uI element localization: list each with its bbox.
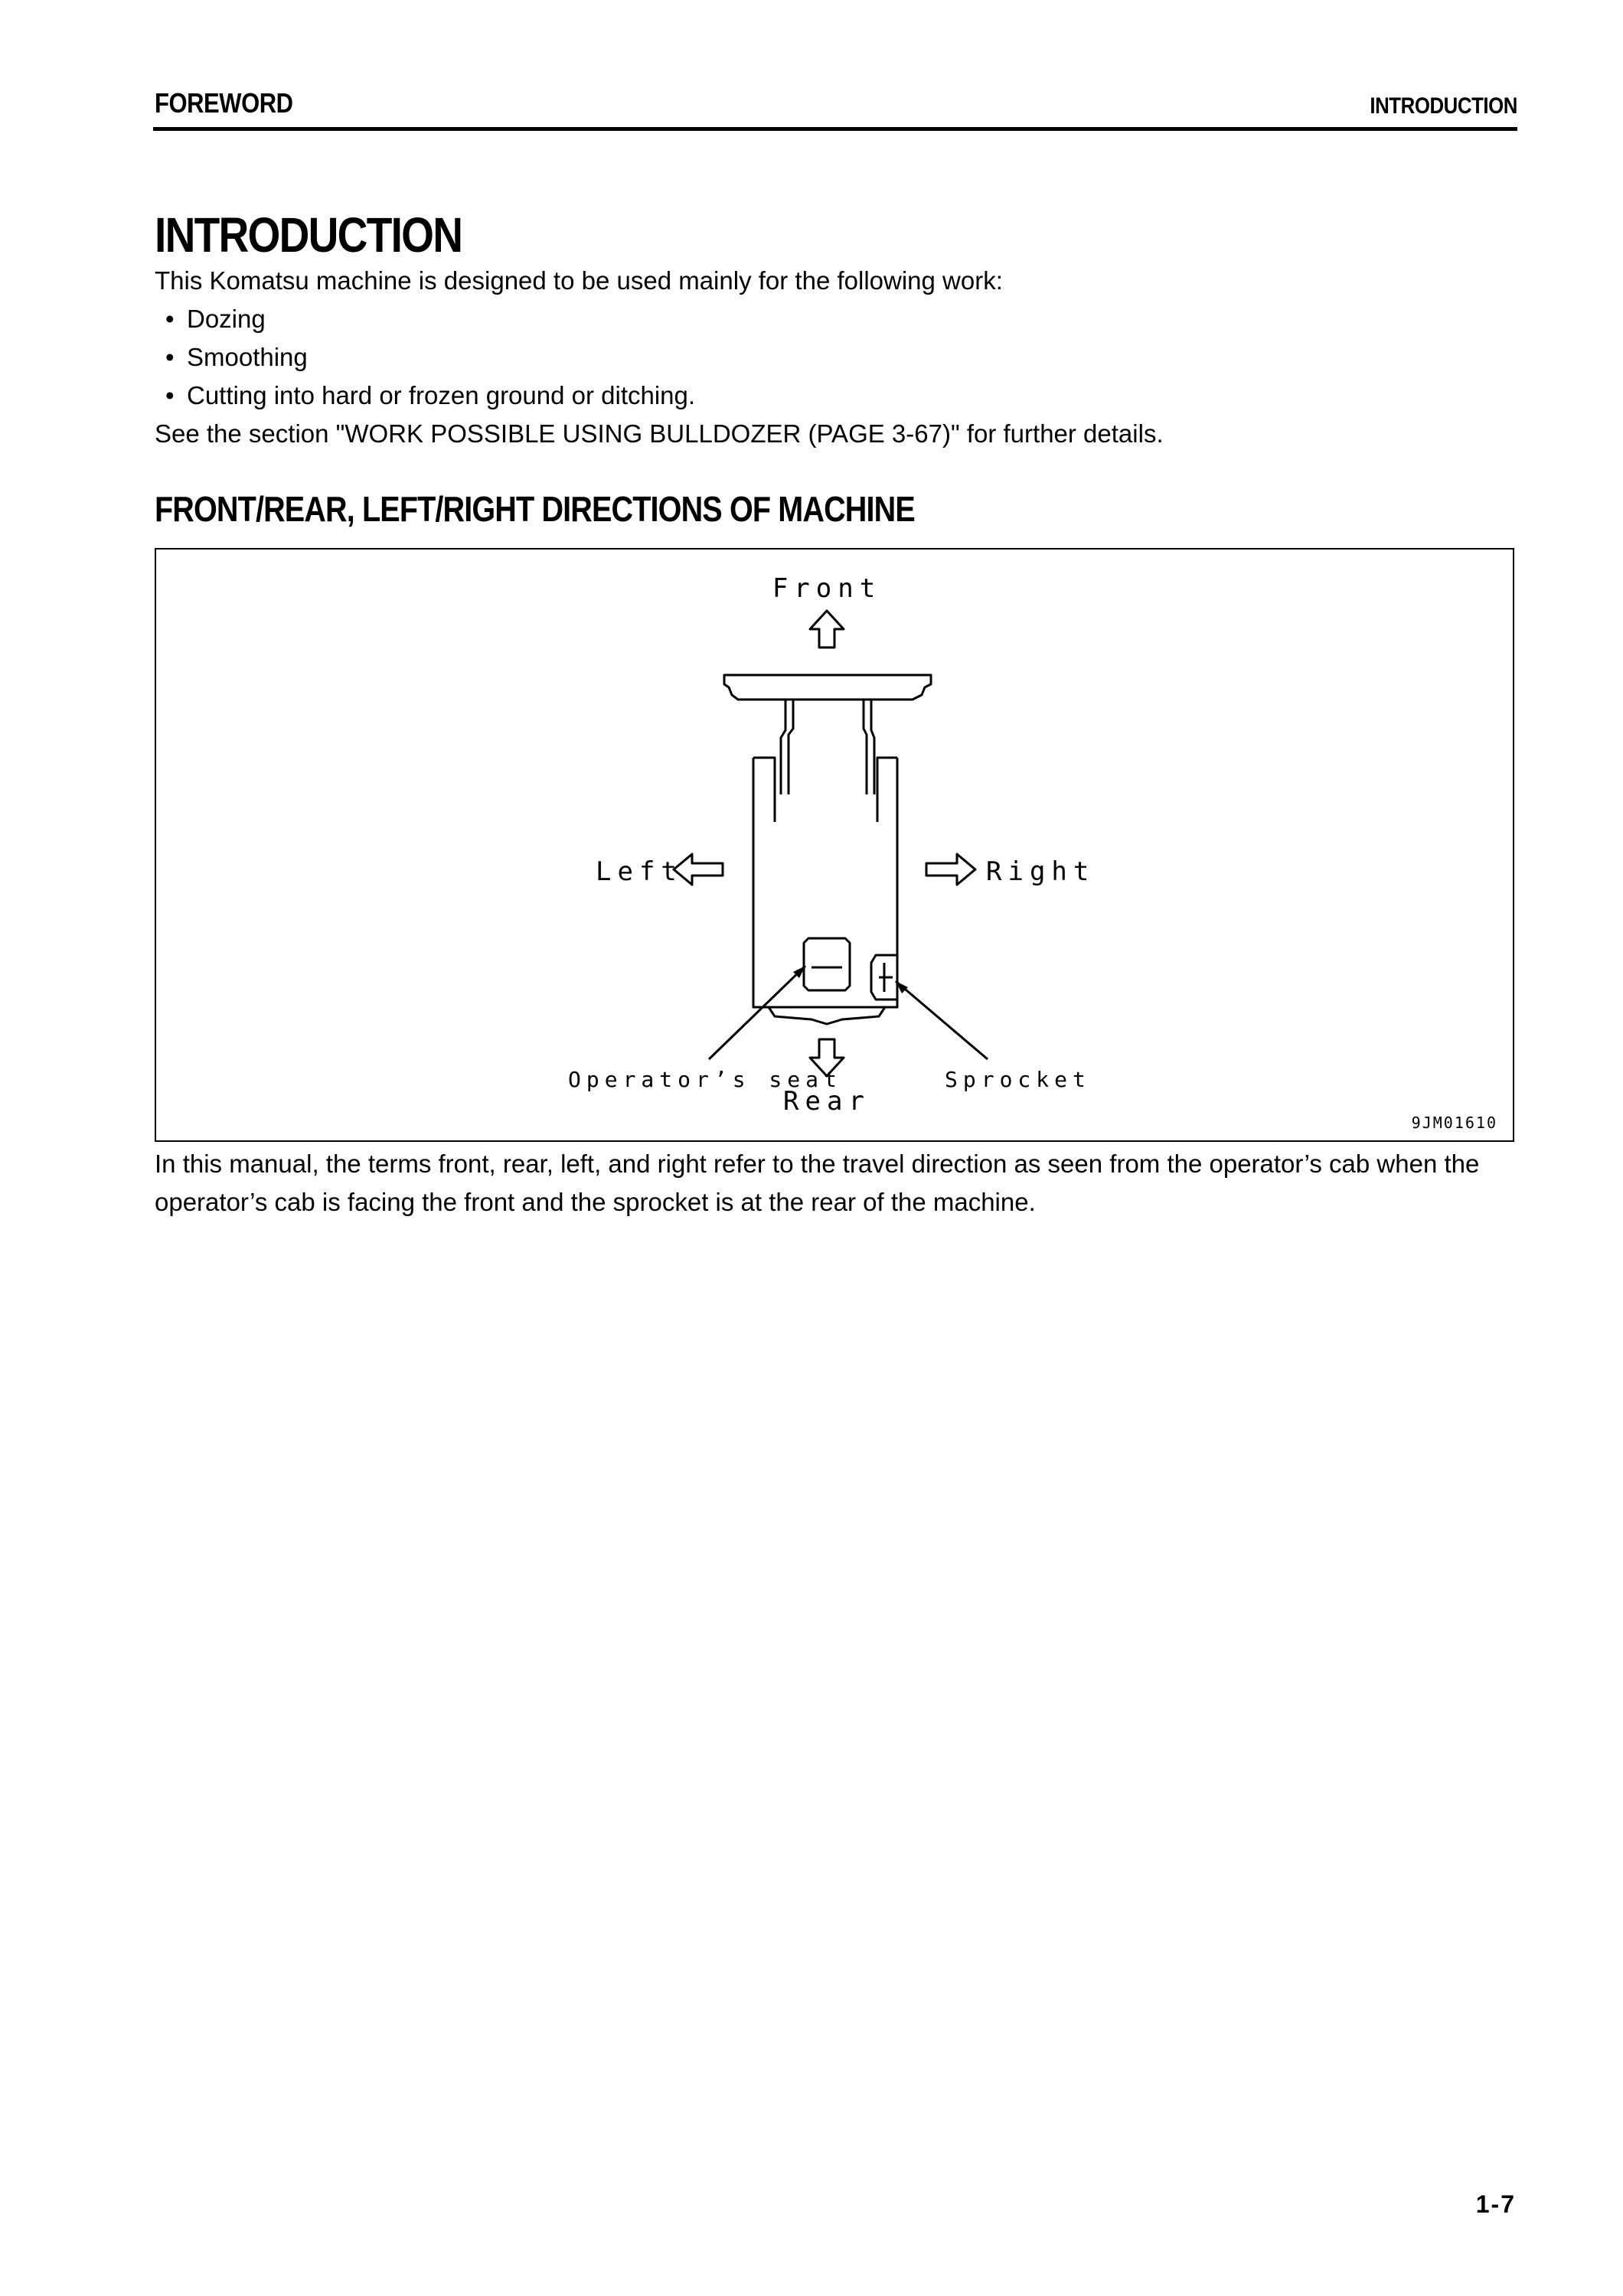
right-label: Right [986, 856, 1096, 887]
sprocket-label: Sprocket [945, 1067, 1091, 1092]
list-item: • Dozing [165, 300, 695, 338]
sprocket-hub [879, 963, 893, 992]
directions-figure [155, 548, 1514, 1142]
page-number: 1-7 [1475, 2190, 1516, 2218]
front-arrow-icon [810, 611, 844, 647]
sprocket-leader-line [896, 981, 988, 1059]
page-title: INTRODUCTION [155, 207, 462, 263]
figure-code: 9JM01610 [1411, 1114, 1497, 1132]
right-push-arm-inner [864, 700, 867, 794]
left-track-top [753, 758, 775, 822]
list-item: • Cutting into hard or frozen ground or ditching. [165, 377, 695, 415]
front-label: Front [772, 573, 882, 604]
header-section: FOREWORD [155, 87, 293, 119]
left-label: Left [596, 856, 683, 887]
figure-caption: In this manual, the terms front, rear, left, and right refer to the travel direction as seen from the operator’s cab when the operator’s cab is facing the front and the sprocket is at the rear of the machine. [155, 1150, 1480, 1216]
operator-seat-label: Operator’s seat [568, 1067, 842, 1092]
section-title: FRONT/REAR, LEFT/RIGHT DIRECTIONS OF MACHINE [155, 489, 915, 529]
left-push-arm-inner [789, 700, 793, 794]
uses-list [165, 300, 695, 415]
blade-outline [724, 675, 931, 700]
rear-label: Rear [783, 1086, 870, 1117]
right-track-top [877, 758, 897, 822]
header-rule [153, 127, 1517, 131]
left-push-arm [781, 700, 785, 794]
rear-plate [769, 1007, 885, 1024]
intro-paragraph: This Komatsu machine is designed to be used mainly for the following work: [155, 266, 1003, 295]
list-item: • Smoothing [165, 338, 695, 377]
machine-diagram [156, 550, 1513, 1140]
right-push-arm [871, 700, 874, 794]
seat-leader-line [709, 966, 805, 1059]
header-chapter: INTRODUCTION [1370, 93, 1517, 119]
right-arrow-icon [926, 854, 975, 885]
see-also-paragraph: See the section "WORK POSSIBLE USING BULLDOZER (PAGE 3-67)" for further details. [155, 419, 1164, 448]
operator-seat-icon [804, 938, 850, 990]
